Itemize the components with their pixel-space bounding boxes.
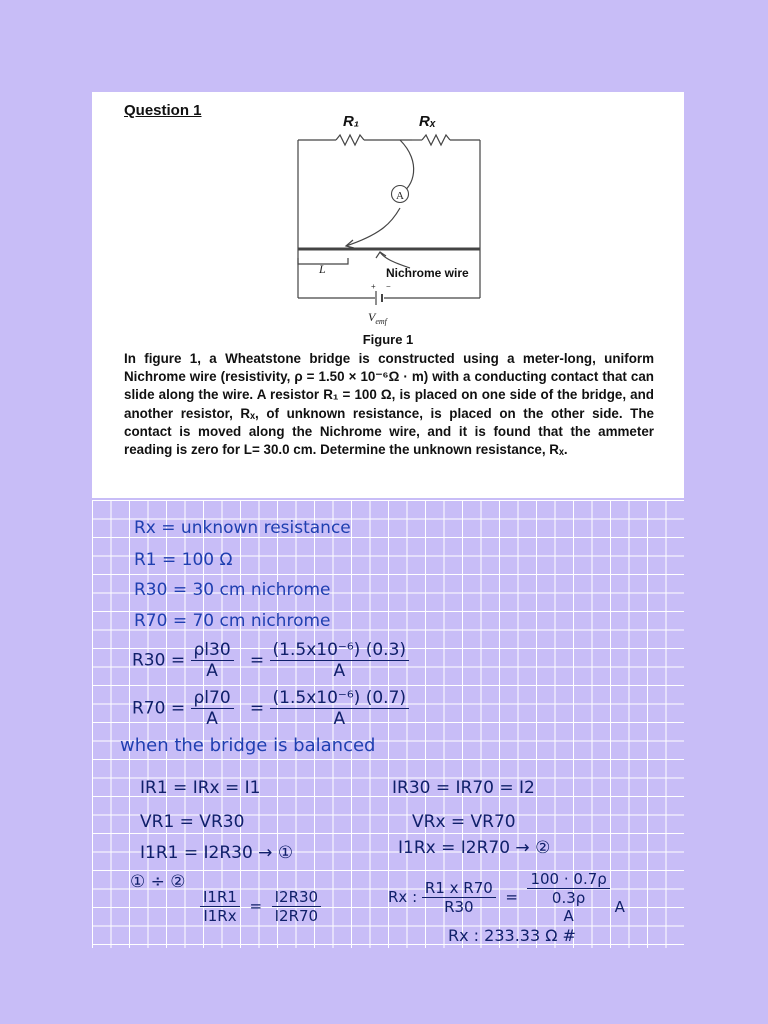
r70-equation [132, 688, 409, 729]
note-line-r30: R30 = 30 cm nichrome [134, 580, 331, 600]
nichrome-wire-label: Nichrome wire [386, 266, 469, 280]
wheatstone-bridge-figure [92, 92, 684, 332]
rx-equals: = [505, 888, 518, 906]
rx-lhs: Rx : [388, 888, 418, 906]
r70-value-fraction: $\frac{\text{(1.5x10⁻⁶) (0.7)}}{A}$ [270, 688, 410, 729]
note-line-rx: Rx = unknown resistance [134, 518, 351, 538]
r30-value-fraction: $\frac{\text{(1.5x10⁻⁶) (0.3)}}{A}$ [270, 640, 410, 681]
r30-formula-fraction: $\frac{\rho l30}{A}$ [191, 640, 234, 681]
rx-formula-fraction: $\frac{\text{R1 x R70}}{R30}$ [422, 879, 496, 916]
r70-equals: = [249, 698, 265, 719]
rx-label: Rₓ [419, 113, 436, 130]
r30-lhs: R30 = [132, 650, 186, 671]
currents-left: IR1 = IRx = I1 [140, 778, 261, 798]
r30-equation [132, 640, 409, 681]
r1-label: R₁ [343, 113, 360, 130]
note-line-r70: R70 = 70 cm nichrome [134, 611, 331, 631]
ratio-left-fraction: $\frac{I1R1}{I1Rx}$ [200, 888, 240, 925]
note-line-r1: R1 = 100 Ω [134, 550, 233, 570]
battery-minus-label: − [386, 282, 391, 291]
voltage-left: VR1 = VR30 [140, 812, 245, 832]
r70-formula-fraction: $\frac{\rho l70}{A}$ [191, 688, 234, 729]
divide-step: ① ÷ ② [130, 872, 186, 892]
balanced-heading: when the bridge is balanced [120, 735, 376, 756]
rx-equation [388, 870, 625, 925]
rx-value-fraction: 100 · 0.7ρ 0.3ρ A [527, 870, 609, 925]
ratio-equation [200, 888, 321, 925]
question-title: Question 1 [124, 102, 202, 119]
final-answer: Rx : 233.33 Ω # [448, 926, 576, 945]
equation-1: I1R1 = I2R30 → ① [140, 843, 294, 863]
ratio-right-fraction: $\frac{I2R30}{I2R70}$ [272, 888, 321, 925]
rx-value-right-den: A [614, 897, 625, 916]
length-label: L [319, 262, 326, 276]
question-card [92, 92, 684, 498]
vemf-label: $V_{emf}$ [368, 310, 387, 326]
voltage-right: VRx = VR70 [412, 812, 516, 832]
r70-lhs: R70 = [132, 698, 186, 719]
question-text: In figure 1, a Wheatstone bridge is constructed using a meter-long, uniform Nichrome wire (resistivity, ρ = 1.50 × 10⁻⁶Ω · m) with a conducting contact that can slide along the wire. A resistor R₁ = 100 Ω, is placed on one side of the bridge, and another resistor, Rₓ, of unknown resistance, is placed on the other side. The contact is moved along the Nichrome wire, and it is found that the ammeter reading is zero for L= 30.0 cm. Determine the unknown resistance, Rₓ. [124, 351, 654, 458]
figure-caption: Figure 1 [362, 332, 414, 347]
r30-equals: = [249, 650, 265, 671]
ammeter-label: A [396, 190, 404, 202]
ratio-equals: = [249, 897, 263, 915]
equation-2: I1Rx = I2R70 → ② [398, 838, 551, 858]
currents-right: IR30 = IR70 = I2 [392, 778, 535, 798]
battery-plus-label: + [371, 282, 376, 291]
